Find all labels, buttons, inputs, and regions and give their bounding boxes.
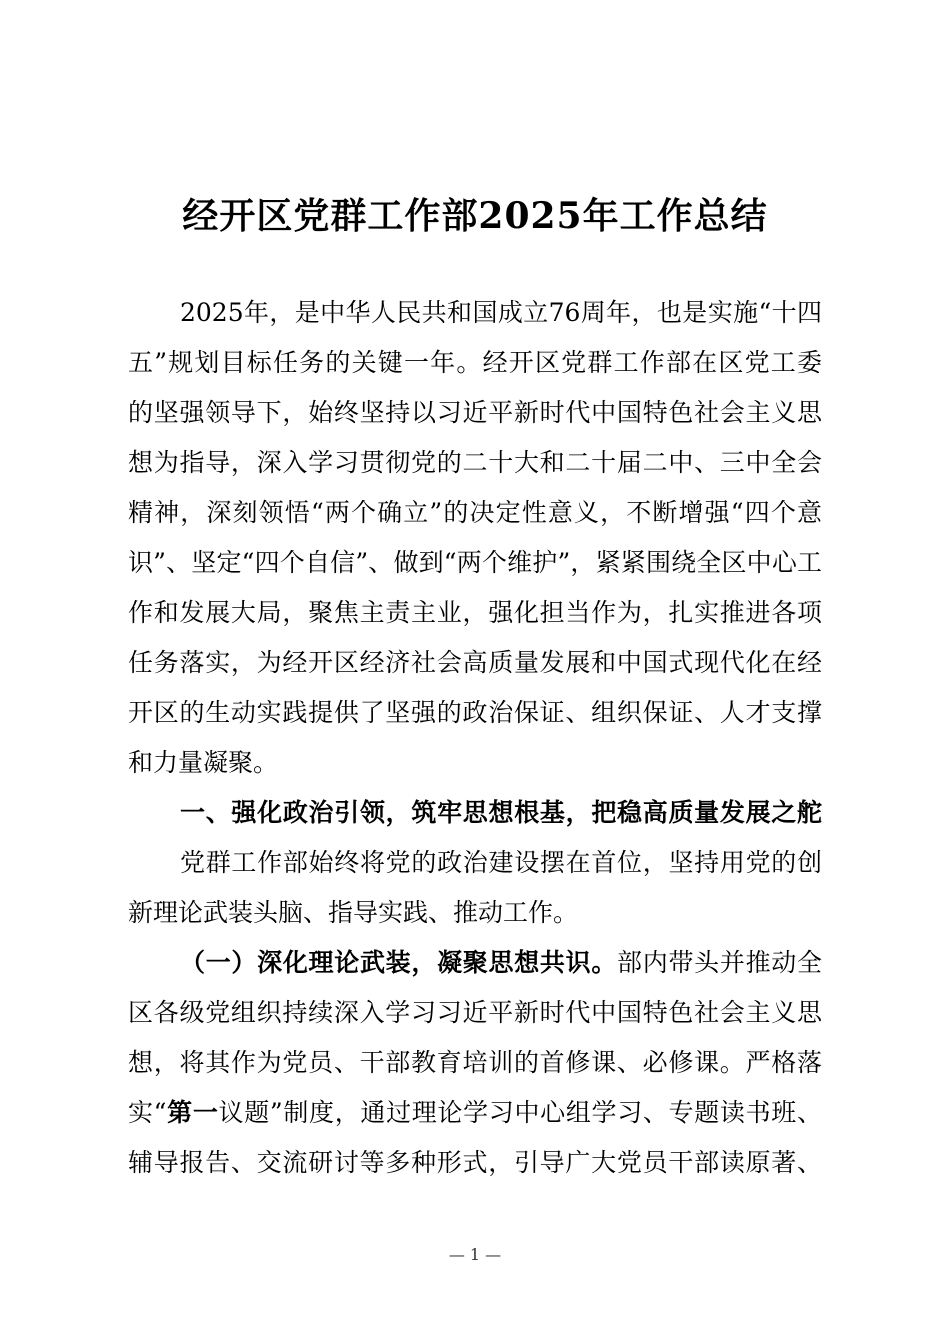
text-line [128,545,822,595]
text-line [128,445,822,495]
text-line [128,645,822,695]
text-segment: 实“ [128,1098,167,1127]
document-body [128,295,822,1195]
text-line [128,595,822,645]
text-line [128,845,822,895]
text-line [128,1095,822,1145]
text-segment: 任务落实，为经开区经济社会高质量发展和中国式现代化在经 [128,648,822,677]
bold-text: 一、强化政治引领，筑牢思想根基，把稳高质量发展之舵 [180,798,822,827]
text-segment: 区各级党组织持续深入学习习近平新时代中国特色社会主义思 [128,998,822,1027]
text-segment: 五”规划目标任务的关键一年。经开区党群工作部在区党工委 [128,348,822,377]
text-segment: 的坚强领导下，始终坚持以习近平新时代中国特色社会主义思 [128,398,822,427]
text-line [128,345,822,395]
text-segment: 议题”制度，通过理论学习中心组学习、专题读书班、 [218,1098,822,1127]
text-segment: 和力量凝聚。 [128,748,279,777]
text-line [128,895,822,945]
text-segment: 想，将其作为党员、干部教育培训的首修课、必修课。严格落 [128,1048,822,1077]
text-line [128,295,822,345]
text-line [128,945,822,995]
page-number: — 1 — [448,1245,502,1264]
document-title: 经开区党群工作部2025年工作总结 [182,195,768,237]
text-segment: 作和发展大局，聚焦主责主业，强化担当作为，扎实推进各项 [128,598,822,627]
text-segment: 想为指导，深入学习贯彻党的二十大和二十届二中、三中全会 [128,448,822,477]
text-segment: 部内带头并推动全 [617,948,822,977]
bold-text: （一）深化理论武装，凝聚思想共识。 [180,948,618,977]
text-segment: 新理论武装头脑、指导实践、推动工作。 [128,898,579,927]
text-segment: 识”、坚定“四个自信”、做到“两个维护”，紧紧围绕全区中心工 [128,548,822,577]
text-segment: 辅导报告、交流研讨等多种形式，引导广大党员干部读原著、 [128,1148,822,1177]
text-line [128,745,822,795]
text-segment: 精神，深刻领悟“两个确立”的决定性意义，不断增强“四个意 [128,498,822,527]
text-segment: 党群工作部始终将党的政治建设摆在首位，坚持用党的创 [180,848,822,877]
bold-text: 第一 [166,1098,219,1127]
text-segment: 2025年，是中华人民共和国成立76周年，也是实施“十四 [180,298,822,327]
text-line [128,1145,822,1195]
text-line [128,995,822,1045]
text-line [128,1045,822,1095]
text-line [128,495,822,545]
text-line [128,695,822,745]
text-line [128,395,822,445]
text-line [128,795,822,845]
text-segment: 开区的生动实践提供了坚强的政治保证、组织保证、人才支撑 [128,698,822,727]
